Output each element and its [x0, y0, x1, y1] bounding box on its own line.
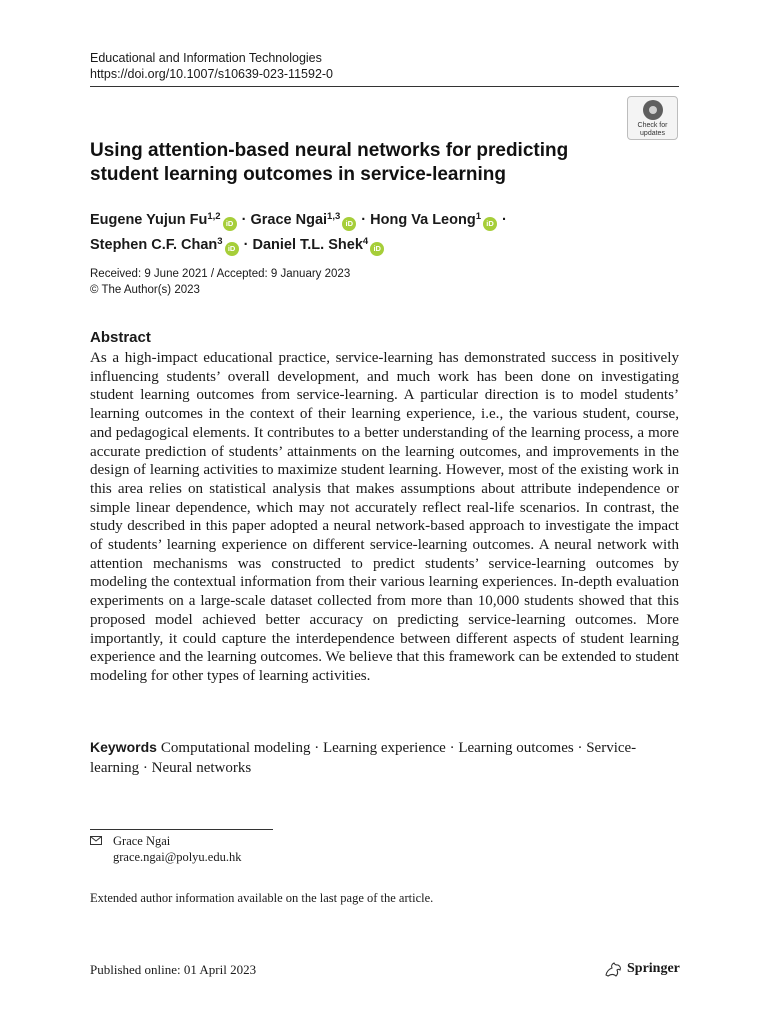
contact-email[interactable]: grace.ngai@polyu.edu.hk [113, 850, 242, 864]
abstract-heading: Abstract [90, 329, 151, 346]
paper-title [90, 139, 610, 187]
author[interactable]: Hong Va Leong$^1$ [370, 211, 481, 228]
received-accepted: Received: 9 June 2021 / Accepted: 9 January 2023 [90, 268, 351, 280]
orcid-icon[interactable]: iD [223, 217, 237, 231]
journal-header [90, 50, 333, 82]
copyright: © The Author(s) 2023 [90, 284, 200, 296]
orcid-icon[interactable]: iD [225, 242, 239, 256]
orcid-icon[interactable]: iD [342, 217, 356, 231]
corresponding-author [90, 833, 242, 865]
author[interactable]: Stephen C.F. Chan$^3$ [90, 236, 223, 253]
abstract-text: As a high-impact educational practice, service-learning has demonstrated success in positively influencing students’ overall development, and much work has been done on investigating student learning outcomes from service-learning. A particular direction is to model students’ learning outcomes in the context of their learning experience, i.e., the various student, course, and pedagogical elements. It contributes to a better understanding of the learning process, a more accurate prediction of students’ attainments on the learning outcomes, and improvements in the design of learning activities to maximize student learning. However, most of the existing work in this area relies on statistical analysis that makes assumptions about attribute independence or simple linear dependence, which may not accurately reflect real-life scenarios. In contrast, the study described in this paper adopted a neural network-based approach to investigate the impact of students’ learning experience on different service-learning outcomes. A neural network with attention mechanisms was constructed to predict students’ service-learning outcomes by modeling the contextual information from their various learning experiences. In-depth evaluation experiments on a large-scale dataset collected from more than 10,000 students showed that this proposed model achieved better accuracy on predicting service-learning outcomes. More importantly, it could capture the interdependence between different aspects of student learning experience and the learning outcomes. We believe that this framework can be extended to student modeling for other types of learning activities. [90, 350, 679, 684]
envelope-icon [90, 836, 102, 845]
title-line-1: Using attention-based neural networks for predicting [90, 140, 569, 161]
header-divider [90, 86, 679, 87]
doi-link[interactable]: https://doi.org/10.1007/s10639-023-11592-0 [90, 67, 334, 81]
keywords-label: Keywords [90, 739, 157, 755]
check-for-updates-icon [643, 100, 663, 120]
journal-name: Educational and Information Technologies [90, 51, 322, 65]
extended-author-info: Extended author information available on the last page of the article. [90, 891, 434, 905]
keywords-list: Computational modeling · Learning experience · Learning outcomes · Service-learning · Neural networks [90, 740, 637, 776]
publisher-name: Springer [627, 961, 680, 976]
publication-dates [90, 266, 350, 298]
author[interactable]: Grace Ngai$^{1,3}$ [250, 211, 341, 228]
footnote-divider [90, 829, 273, 830]
title-line-2: student learning outcomes in service-learning [90, 164, 506, 185]
contact-name: Grace Ngai [113, 834, 171, 848]
author-list: Eugene Yujun Fu$^{1,2}$iD · Grace Ngai$^{1,3}$iD · Hong Va Leong$^1$iD · Stephen C.F. Chan$^3$iD · Daniel T.L. Shek$^4$iD [90, 206, 610, 256]
check-for-updates-badge[interactable] [627, 96, 678, 140]
springer-logo[interactable] [604, 961, 680, 977]
author[interactable]: Eugene Yujun Fu$^{1,2}$ [90, 211, 221, 228]
published-online: Published online: 01 April 2023 [90, 962, 257, 977]
author[interactable]: Daniel T.L. Shek$^4$ [252, 236, 369, 253]
keywords [90, 737, 679, 778]
orcid-icon[interactable]: iD [370, 242, 384, 256]
orcid-icon[interactable]: iD [483, 217, 497, 231]
springer-horse-icon [604, 962, 623, 977]
badge-label: Check for updates [637, 122, 668, 137]
